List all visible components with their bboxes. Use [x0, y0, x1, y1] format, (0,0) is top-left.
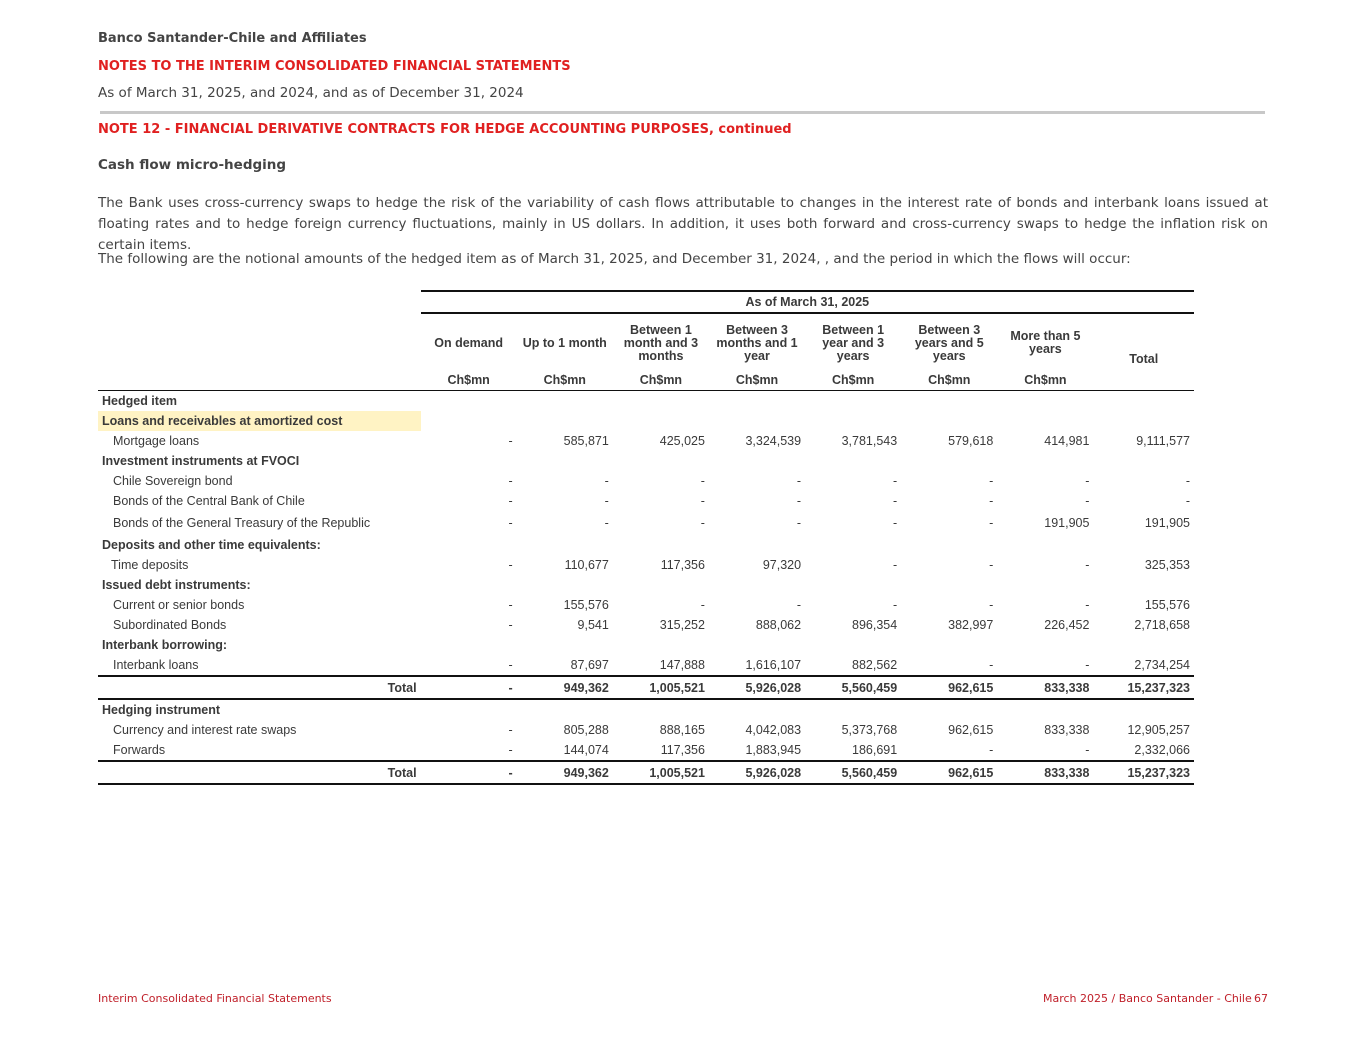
table-row	[98, 511, 1194, 535]
cell: 2,718,658	[1134, 618, 1190, 632]
cell: 896,354	[852, 618, 898, 632]
cell: -	[1085, 743, 1090, 757]
cell: 949,362	[517, 676, 613, 699]
cell: -	[989, 494, 994, 508]
column-header: Between 1 month and 3 months	[623, 322, 699, 363]
footer-title: Interim Consolidated Financial Statements	[98, 992, 332, 1005]
cell: -	[508, 723, 513, 737]
cell: -	[421, 761, 517, 784]
cell: -	[989, 474, 994, 488]
cell: 117,356	[660, 558, 705, 572]
table-row	[98, 491, 1194, 511]
cell: 579,618	[948, 434, 994, 448]
group-label: Investment instruments at FVOCI	[102, 454, 300, 468]
cell: -	[1085, 494, 1090, 508]
table-row	[98, 720, 1194, 740]
group-label: Issued debt instruments:	[102, 578, 251, 592]
row-label: Mortgage loans	[113, 434, 200, 448]
column-header: Between 3 months and 1 year	[716, 322, 798, 363]
group-label: Hedging instrument	[102, 703, 221, 717]
cell: 3,324,539	[745, 434, 802, 448]
cell: 87,697	[570, 658, 609, 672]
cell: 1,005,521	[613, 676, 709, 699]
row-label: Chile Sovereign bond	[113, 474, 233, 488]
cell: 833,338	[997, 676, 1093, 699]
cell: 191,905	[1144, 516, 1190, 530]
page-number: 67	[1254, 992, 1268, 1005]
cell: 110,677	[564, 558, 609, 572]
table-row	[98, 595, 1194, 615]
cell: -	[604, 474, 609, 488]
cell: 1,883,945	[745, 743, 802, 757]
cell: -	[1185, 474, 1190, 488]
cell: 1,005,521	[613, 761, 709, 784]
group-label: Interbank borrowing:	[102, 638, 227, 652]
cell: 155,576	[1144, 598, 1190, 612]
cell: -	[508, 658, 513, 672]
unit-label: Ch$mn	[613, 370, 709, 391]
unit-label: Ch$mn	[901, 370, 997, 391]
cell: 833,338	[997, 761, 1093, 784]
group-row	[98, 391, 1194, 412]
row-label: Time deposits	[111, 558, 189, 572]
cell: 4,042,083	[745, 723, 802, 737]
column-header-row	[98, 313, 1194, 370]
cell: 2,734,254	[1134, 658, 1190, 672]
cell: 15,237,323	[1093, 676, 1194, 699]
cell: -	[508, 516, 513, 530]
cell: -	[989, 516, 994, 530]
cell: 962,615	[948, 723, 994, 737]
cell: 962,615	[901, 676, 997, 699]
cell: 191,905	[1044, 516, 1090, 530]
column-header: On demand	[434, 335, 504, 350]
unit-label	[1093, 370, 1194, 391]
cell: -	[796, 598, 802, 612]
company-name: Banco Santander-Chile and Affiliates	[98, 31, 367, 46]
paragraph-description: The Bank uses cross-currency swaps to hedge the risk of the variability of cash flows attributable to changes in the interest rate of bonds and interbank loans issued at floating rates and to hedge foreign currency fluctuations, mainly in US dollars. In addition, it uses both forward and cross-currency swaps to hedge the inflation risk on certain items.	[98, 195, 1268, 253]
row-label: Bonds of the Central Bank of Chile	[113, 494, 305, 508]
cell: 315,252	[659, 618, 705, 632]
row-label: Interbank loans	[113, 658, 199, 672]
total-label: Total	[98, 761, 421, 784]
cell: 5,926,028	[709, 676, 805, 699]
cell: 949,362	[517, 761, 613, 784]
column-header: Up to 1 month	[522, 335, 607, 350]
unit-label: Ch$mn	[805, 370, 901, 391]
note-title: NOTE 12 - FINANCIAL DERIVATIVE CONTRACTS FOR HEDGE ACCOUNTING PURPOSES, continued	[98, 122, 792, 137]
cell: 3,781,543	[841, 434, 898, 448]
row-label: Current or senior bonds	[113, 598, 245, 612]
group-row	[98, 411, 1194, 431]
cell: 5,560,459	[805, 761, 901, 784]
cell: 833,338	[1044, 723, 1090, 737]
cell: -	[893, 474, 898, 488]
cell: -	[893, 494, 898, 508]
group-label: Deposits and other time equivalents:	[102, 538, 321, 552]
notes-title: NOTES TO THE INTERIM CONSOLIDATED FINANCIAL STATEMENTS	[98, 59, 571, 74]
cell: 117,356	[660, 743, 705, 757]
cell: 186,691	[852, 743, 898, 757]
total-label: Total	[98, 676, 421, 699]
column-header: Between 1 year and 3 years	[822, 322, 885, 363]
unit-label: Ch$mn	[517, 370, 613, 391]
row-label: Currency and interest rate swaps	[113, 723, 297, 737]
cell: -	[700, 598, 705, 612]
total-row	[98, 676, 1194, 699]
cell: 5,373,768	[841, 723, 898, 737]
cell: 382,997	[948, 618, 994, 632]
cell: 882,562	[852, 658, 898, 672]
table-row	[98, 655, 1194, 676]
group-label: Hedged item	[102, 394, 178, 408]
cell: 962,615	[901, 761, 997, 784]
cell: 9,111,577	[1136, 434, 1190, 448]
cell: -	[1085, 658, 1090, 672]
cell: -	[508, 494, 513, 508]
cell: 9,541	[577, 618, 609, 632]
cell: 888,165	[659, 723, 705, 737]
cell: 414,981	[1044, 434, 1090, 448]
cell: 585,871	[563, 434, 609, 448]
cell: -	[989, 558, 994, 572]
cell: 5,560,459	[805, 676, 901, 699]
cell: 425,025	[659, 434, 705, 448]
cell: -	[796, 474, 802, 488]
cell: -	[893, 516, 898, 530]
cell: -	[1185, 494, 1190, 508]
group-row	[98, 575, 1194, 595]
column-header: Total	[1129, 352, 1159, 366]
cell: 325,353	[1144, 558, 1190, 572]
cell: 97,320	[762, 558, 802, 572]
cell: 155,576	[563, 598, 609, 612]
cell: -	[604, 516, 609, 530]
row-label: Bonds of the General Treasury of the Republic	[113, 516, 371, 530]
cell: 1,616,107	[745, 658, 802, 672]
cell: -	[1085, 598, 1090, 612]
cell: 144,074	[563, 743, 609, 757]
cell: -	[508, 598, 513, 612]
cell: 226,452	[1044, 618, 1090, 632]
row-label: Subordinated Bonds	[113, 618, 227, 632]
row-label: Forwards	[113, 743, 166, 757]
cell: 15,237,323	[1093, 761, 1194, 784]
table-row	[98, 555, 1194, 575]
cell: -	[700, 474, 705, 488]
table-row	[98, 615, 1194, 635]
group-row	[98, 699, 1194, 720]
header-divider	[100, 111, 1265, 114]
cell: -	[893, 558, 898, 572]
group-row	[98, 535, 1194, 555]
cell: -	[989, 658, 994, 672]
cell: -	[1085, 474, 1090, 488]
footer-period: March 2025 / Banco Santander - Chile	[1043, 992, 1252, 1005]
group-row	[98, 451, 1194, 471]
date-line: As of March 31, 2025, and 2024, and as of December 31, 2024	[98, 85, 524, 101]
unit-label: Ch$mn	[997, 370, 1093, 391]
column-header: Between 3 years and 5 years	[914, 322, 984, 363]
table-row	[98, 431, 1194, 451]
cell: -	[989, 743, 994, 757]
cell: -	[893, 598, 898, 612]
cell: 2,332,066	[1134, 743, 1190, 757]
cell: -	[1085, 558, 1090, 572]
cell: -	[508, 474, 513, 488]
cell: 147,888	[659, 658, 705, 672]
cell: 805,288	[563, 723, 609, 737]
column-header: More than 5 years	[1010, 329, 1081, 356]
unit-row	[98, 370, 1194, 391]
table-row	[98, 471, 1194, 491]
cell: -	[700, 494, 705, 508]
cell: -	[508, 434, 513, 448]
group-row	[98, 635, 1194, 655]
total-row	[98, 761, 1194, 784]
cell: -	[508, 618, 513, 632]
section-title: Cash flow micro-hedging	[98, 157, 287, 173]
cell: -	[508, 743, 513, 757]
cell: -	[604, 494, 609, 508]
cell: -	[989, 598, 994, 612]
cell: -	[508, 558, 513, 572]
unit-label: Ch$mn	[421, 370, 517, 391]
unit-label: Ch$mn	[709, 370, 805, 391]
cell: -	[796, 516, 802, 530]
hedge-notional-table	[98, 290, 1194, 785]
cell: 12,905,257	[1127, 723, 1190, 737]
as-of-header: As of March 31, 2025	[421, 291, 1194, 313]
cell: -	[700, 516, 705, 530]
cell: 5,926,028	[709, 761, 805, 784]
cell: -	[421, 676, 517, 699]
group-label-highlighted: Loans and receivables at amortized cost	[98, 411, 421, 431]
paragraph-intro: The following are the notional amounts of the hedged item as of March 31, 2025, and December 31, 2024, , and the period in which the flows will occur:	[98, 251, 1131, 267]
cell: 888,062	[755, 618, 802, 632]
table-row	[98, 740, 1194, 761]
cell: -	[796, 494, 802, 508]
